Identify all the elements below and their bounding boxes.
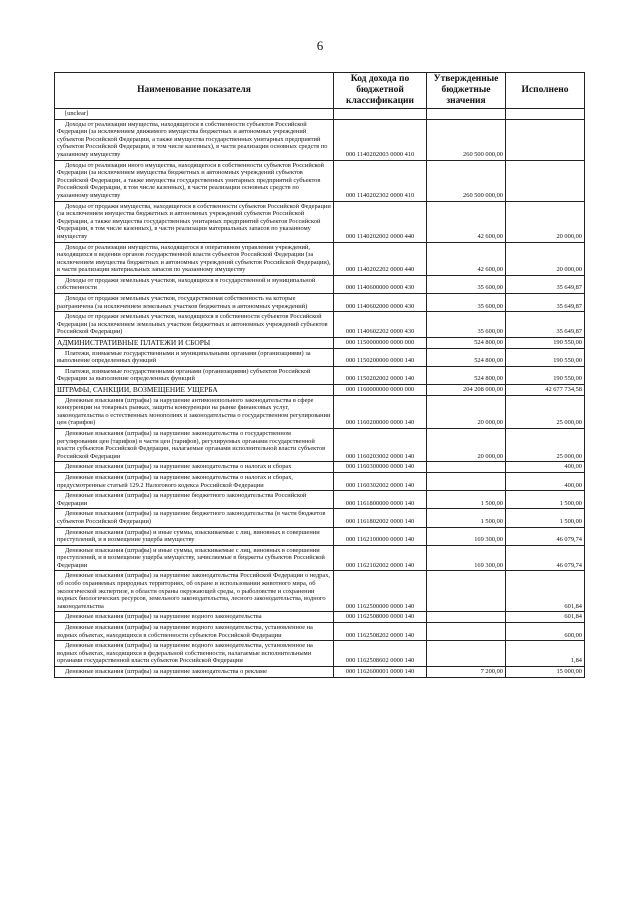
approved-value-cell: [427, 641, 506, 667]
indicator-name-cell: Доходы от продажи земельных участков, находящихся в государственной и муниципальной собственности: [55, 275, 334, 293]
executed-value-cell: 42 677 734,58: [506, 385, 585, 396]
approved-value-cell: 169 300,00: [427, 527, 506, 545]
approved-value-cell: 260 500 000,00: [427, 119, 506, 160]
approved-value-cell: 169 300,00: [427, 545, 506, 571]
revenue-code-cell: 000 1160203002 0000 140: [334, 428, 427, 461]
executed-value-cell: 20 000,00: [506, 242, 585, 275]
indicator-name-cell: Денежные взыскания (штрафы) за нарушение водного законодательства: [55, 612, 334, 623]
executed-value-cell: 400,00: [506, 472, 585, 490]
executed-value-cell: 1,84: [506, 641, 585, 667]
revenue-code-cell: 000 1160200000 0000 140: [334, 395, 427, 428]
revenue-code-cell: 000 1140602000 0000 430: [334, 294, 427, 312]
executed-value-cell: 601,84: [506, 612, 585, 623]
revenue-code-cell: 000 1150000000 0000 000: [334, 338, 427, 349]
approved-value-cell: 42 600,00: [427, 201, 506, 242]
indicator-name-cell: Денежные взыскания (штрафы) за нарушение законодательства Российской Федерации о недрах, об особо охраняемых природных территориях, об охране и использовании животного мира, об экологической экспертизе, в области охраны окружающей среды, о рыболовстве и сохранении водных биологических ресурсов, земельного законодательства, лесного законодательства, водного законодательства: [55, 571, 334, 612]
approved-value-cell: 1 500,00: [427, 491, 506, 509]
table-row: [55, 623, 585, 641]
table-header-row: [55, 73, 585, 109]
approved-value-cell: 20 000,00: [427, 395, 506, 428]
revenue-code-cell: 000 1162500000 0000 140: [334, 571, 427, 612]
revenue-code-cell: [334, 109, 427, 120]
executed-value-cell: [506, 109, 585, 120]
revenue-code-cell: 000 1162600001 0000 140: [334, 667, 427, 678]
approved-value-cell: [427, 571, 506, 612]
approved-value-cell: [427, 462, 506, 473]
table-row: [55, 545, 585, 571]
executed-value-cell: 400,00: [506, 462, 585, 473]
table-body: [55, 109, 585, 678]
approved-value-cell: 524 800,00: [427, 348, 506, 366]
indicator-name-cell: Доходы от продажи имущества, находящегося в собственности субъектов Российской Федерации (за исключением имущества бюджетных и автономных учреждений субъектов Российской Федерации, а также имущества государственных унитарных предприятий субъектов Российской Федерации, в том числе казенных), в части реализации материальных запасов по указанному имуществу: [55, 201, 334, 242]
indicator-name-cell: Доходы от продажи земельных участков, государственная собственность на которые разграничена (за исключением земельных участков бюджетных и автономных учреждений): [55, 294, 334, 312]
revenue-code-cell: 000 1140602202 0000 430: [334, 312, 427, 338]
table-row: [55, 109, 585, 120]
executed-value-cell: 35 649,87: [506, 294, 585, 312]
table-row: [55, 312, 585, 338]
table-row: [55, 385, 585, 396]
approved-value-cell: 20 000,00: [427, 428, 506, 461]
indicator-name-cell: Денежные взыскания (штрафы) за нарушение законодательства о налогах и сборах: [55, 462, 334, 473]
executed-value-cell: [506, 119, 585, 160]
approved-value-cell: 7 200,00: [427, 667, 506, 678]
revenue-code-cell: 000 1162508000 0000 140: [334, 612, 427, 623]
executed-value-cell: 35 649,87: [506, 275, 585, 293]
executed-value-cell: 15 000,00: [506, 667, 585, 678]
indicator-name-cell: Доходы от реализации иного имущества, находящегося в собственности субъектов Российской Федерации (за исключением имущества бюджетных и автономных учреждений субъектов Российской Федерации, а также имущества государственных унитарных предприятий субъектов Российской Федерации, в том числе казенных), в части реализации основных средств по указанному имуществу: [55, 160, 334, 201]
table-row: [55, 294, 585, 312]
approved-value-cell: [427, 623, 506, 641]
executed-value-cell: 46 079,74: [506, 527, 585, 545]
revenue-code-cell: 000 1161802002 0000 140: [334, 509, 427, 527]
indicator-name-cell: Денежные взыскания (штрафы) за нарушение бюджетного законодательства Российской Федерации: [55, 491, 334, 509]
header-indicator-name: Наименование показателя: [55, 73, 334, 109]
executed-value-cell: 35 649,87: [506, 312, 585, 338]
table-row: [55, 242, 585, 275]
table-row: [55, 338, 585, 349]
indicator-name-cell: Денежные взыскания (штрафы) за нарушение водного законодательства, установленное на водных объектах, находящихся в федеральной собственности, налагаемые исполнительными органами государственной власти субъектов Российской Федерации: [55, 641, 334, 667]
header-executed: Исполнено: [506, 73, 585, 109]
executed-value-cell: 1 500,00: [506, 491, 585, 509]
revenue-code-cell: 000 1162508202 0000 140: [334, 623, 427, 641]
indicator-name-cell: [unclear]: [55, 109, 334, 120]
indicator-name-cell: Доходы от продажи земельных участков, находящихся в собственности субъектов Российской Федерации (за исключением земельных участков бюджетных и автономных учреждений субъектов Российской Федерации): [55, 312, 334, 338]
approved-value-cell: [427, 109, 506, 120]
indicator-name-cell: АДМИНИСТРАТИВНЫЕ ПЛАТЕЖИ И СБОРЫ: [55, 338, 334, 349]
executed-value-cell: 20 000,00: [506, 201, 585, 242]
indicator-name-cell: Платежи, взимаемые государственными органами (организациями) субъектов Российской Федерации за выполнение определенных функций: [55, 366, 334, 384]
revenue-code-cell: 000 1162508602 0000 140: [334, 641, 427, 667]
indicator-name-cell: Денежные взыскания (штрафы) и иные суммы, взыскиваемые с лиц, виновных в совершении преступлений, и в возмещение ущерба имуществу, зачисляемые в бюджеты субъектов Российской Федерации: [55, 545, 334, 571]
executed-value-cell: 190 550,00: [506, 348, 585, 366]
table-row: [55, 366, 585, 384]
approved-value-cell: 42 600,00: [427, 242, 506, 275]
table-row: [55, 119, 585, 160]
table-row: [55, 462, 585, 473]
executed-value-cell: 25 000,00: [506, 395, 585, 428]
revenue-code-cell: 000 1161800000 0000 140: [334, 491, 427, 509]
revenue-code-cell: 000 1150202002 0000 140: [334, 366, 427, 384]
executed-value-cell: 46 079,74: [506, 545, 585, 571]
approved-value-cell: 260 500 000,00: [427, 160, 506, 201]
approved-value-cell: [427, 472, 506, 490]
revenue-code-cell: 000 1140202302 0000 410: [334, 160, 427, 201]
revenue-code-cell: 000 1140202202 0000 440: [334, 242, 427, 275]
revenue-code-cell: 000 1162100000 0000 140: [334, 527, 427, 545]
table-row: [55, 428, 585, 461]
approved-value-cell: 524 800,00: [427, 338, 506, 349]
approved-value-cell: 35 600,00: [427, 312, 506, 338]
table-row: [55, 395, 585, 428]
table-row: [55, 509, 585, 527]
approved-value-cell: 524 800,00: [427, 366, 506, 384]
executed-value-cell: 25 000,00: [506, 428, 585, 461]
executed-value-cell: 601,84: [506, 571, 585, 612]
table-row: [55, 641, 585, 667]
approved-value-cell: [427, 612, 506, 623]
table-row: [55, 612, 585, 623]
indicator-name-cell: Денежные взыскания (штрафы) за нарушение законодательства о рекламе: [55, 667, 334, 678]
revenue-code-cell: 000 1160000000 0000 000: [334, 385, 427, 396]
indicator-name-cell: Денежные взыскания (штрафы) за нарушение антимонопольного законодательства в сфере конкуренции на товарных рынках, защиты конкуренции на рынке финансовых услуг, законодательства о естественных монополиях и законодательства о государственном регулировании цен (тарифов): [55, 395, 334, 428]
table-row: [55, 275, 585, 293]
table-row: [55, 491, 585, 509]
table-row: [55, 527, 585, 545]
table-row: [55, 201, 585, 242]
approved-value-cell: 204 208 000,00: [427, 385, 506, 396]
revenue-code-cell: 000 1150200000 0000 140: [334, 348, 427, 366]
indicator-name-cell: Доходы от реализации имущества, находящегося в собственности субъектов Российской Федерации (за исключением движимого имущества бюджетных и автономных учреждений субъектов Российской Федерации, а также имущества государственных унитарных предприятий субъектов Российской Федерации, в том числе казенных), в части реализации основных средств по указанному имуществу: [55, 119, 334, 160]
executed-value-cell: 600,00: [506, 623, 585, 641]
revenue-code-cell: 000 1160302002 0000 140: [334, 472, 427, 490]
table-row: [55, 571, 585, 612]
page-number: 6: [316, 38, 324, 53]
header-approved-values: Утвержденные бюджетные значения: [427, 73, 506, 109]
executed-value-cell: [506, 160, 585, 201]
executed-value-cell: 1 500,00: [506, 509, 585, 527]
indicator-name-cell: Денежные взыскания (штрафы) за нарушение законодательства о государственном регулировании цен (тарифов) в части цен (тарифов), регулируемых органами государственной власти субъектов Российской Федерации, налагаемые органами исполнительной власти субъектов Российской Федерации: [55, 428, 334, 461]
table-row: [55, 348, 585, 366]
revenue-code-cell: 000 1140600000 0000 430: [334, 275, 427, 293]
indicator-name-cell: ШТРАФЫ, САНКЦИИ, ВОЗМЕЩЕНИЕ УЩЕРБА: [55, 385, 334, 396]
indicator-name-cell: Денежные взыскания (штрафы) и иные суммы, взыскиваемые с лиц, виновных в совершении преступлений, и в возмещение ущерба имуществу: [55, 527, 334, 545]
budget-revenue-table: [54, 72, 585, 678]
revenue-code-cell: 000 1140202003 0000 410: [334, 119, 427, 160]
executed-value-cell: 190 550,00: [506, 338, 585, 349]
revenue-code-cell: 000 1162102002 0000 140: [334, 545, 427, 571]
indicator-name-cell: Денежные взыскания (штрафы) за нарушение законодательства о налогах и сборах, предусмотренные статьей 129.2 Налогового кодекса Российской Федерации: [55, 472, 334, 490]
header-revenue-code: Код дохода по бюджетной классификации: [334, 73, 427, 109]
executed-value-cell: 190 550,00: [506, 366, 585, 384]
revenue-code-cell: 000 1160300000 0000 140: [334, 462, 427, 473]
table-row: [55, 472, 585, 490]
indicator-name-cell: Денежные взыскания (штрафы) за нарушение водного законодательства, установленное на водных объектах, находящихся в собственности субъектов Российской Федерации: [55, 623, 334, 641]
indicator-name-cell: Платежи, взимаемые государственными и муниципальными органами (организациями) за выполнение определенных функций: [55, 348, 334, 366]
indicator-name-cell: Доходы от реализации имущества, находящегося в оперативном управлении учреждений, находящихся в ведении органов государственной власти субъектов Российской Федерации (за исключением имущества бюджетных и автономных учреждений субъектов Российской Федерации), в части реализации материальных запасов по указанному имуществу: [55, 242, 334, 275]
approved-value-cell: 35 600,00: [427, 275, 506, 293]
approved-value-cell: 35 600,00: [427, 294, 506, 312]
table-row: [55, 160, 585, 201]
approved-value-cell: 1 500,00: [427, 509, 506, 527]
revenue-code-cell: 000 1140202002 0000 440: [334, 201, 427, 242]
table-row: [55, 667, 585, 678]
indicator-name-cell: Денежные взыскания (штрафы) за нарушение бюджетного законодательства (в части бюджетов субъектов Российской Федерации): [55, 509, 334, 527]
